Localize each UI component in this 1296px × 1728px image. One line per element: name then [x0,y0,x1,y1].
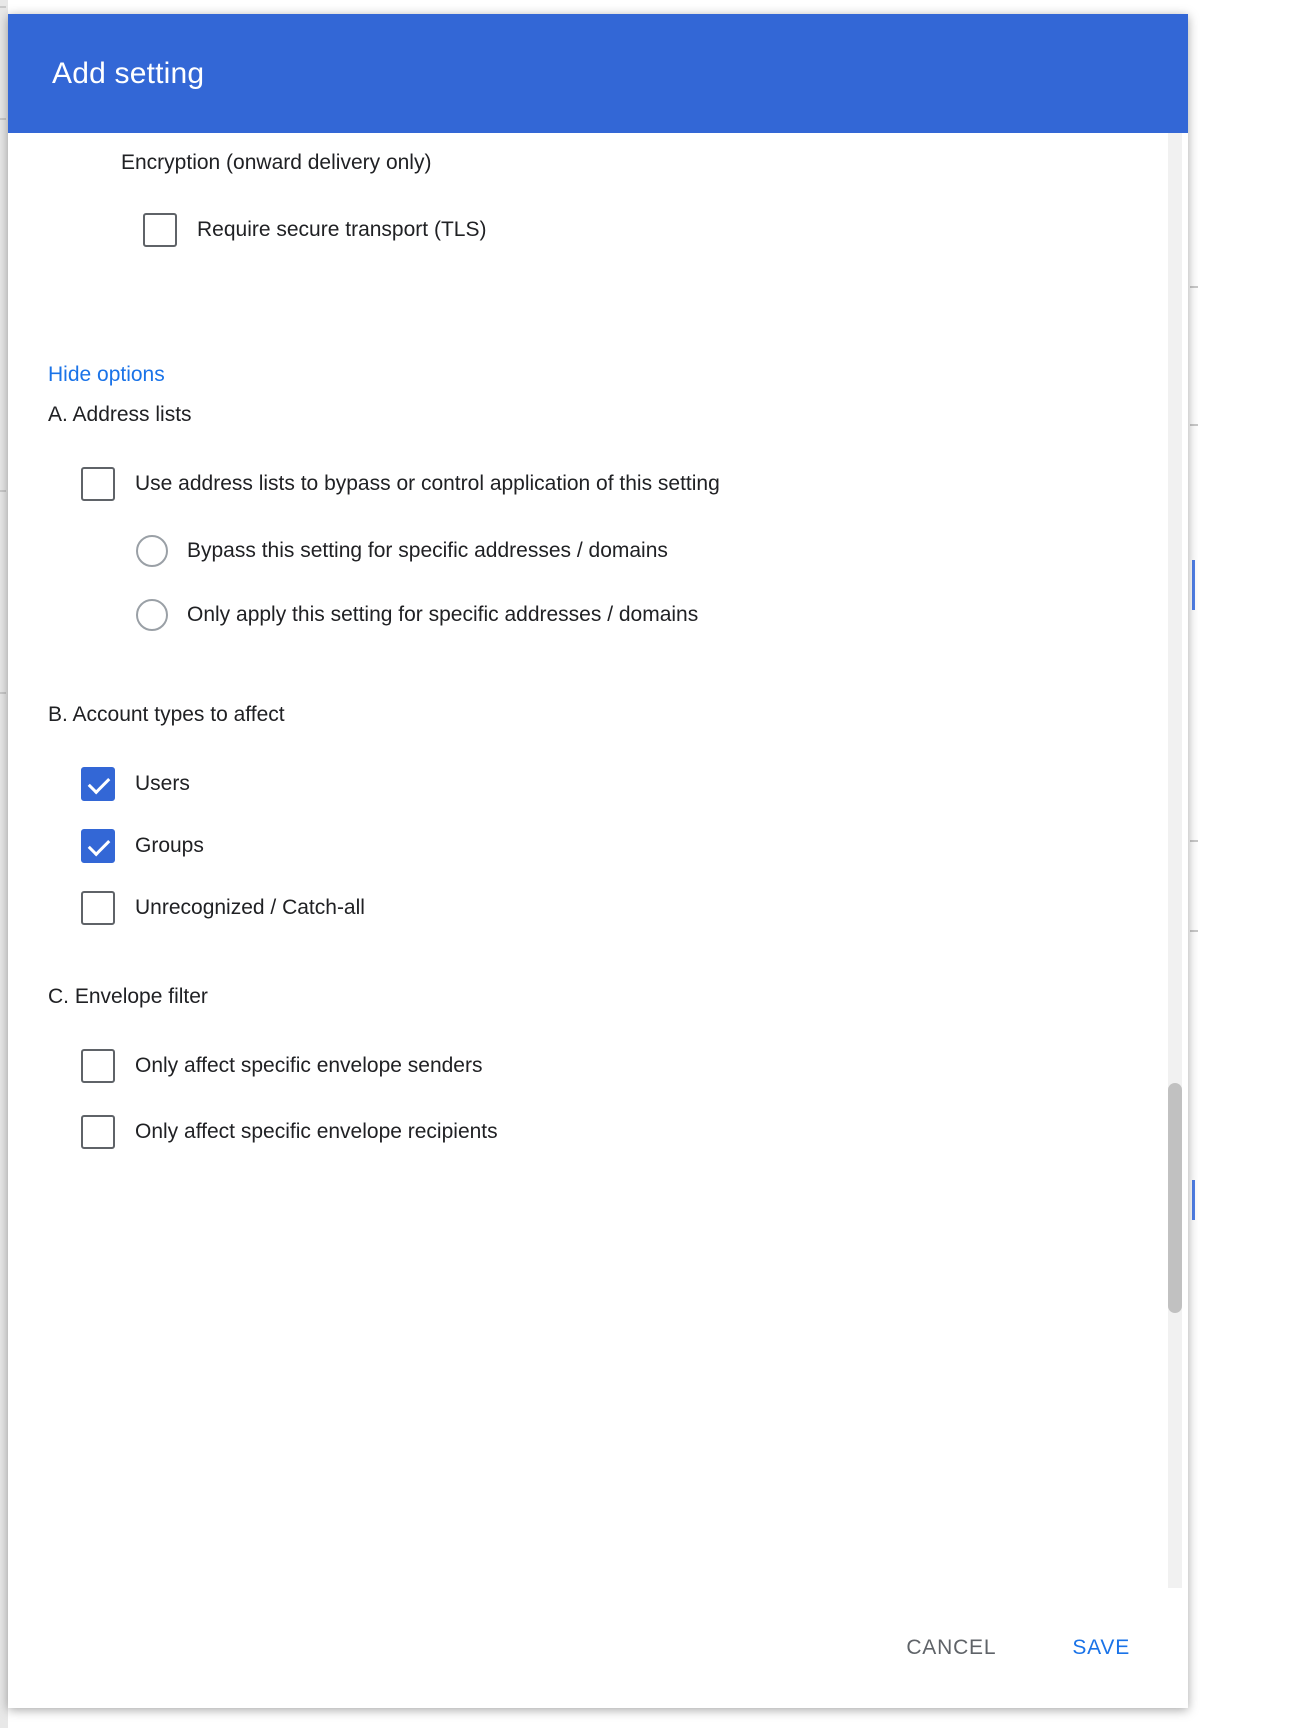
background-line [0,6,6,8]
envelope-senders-row[interactable] [81,1049,1148,1083]
cancel-button[interactable]: CANCEL [890,1624,1012,1672]
account-type-groups-checkbox[interactable] [81,829,115,863]
dialog-title: Add setting [52,56,205,90]
account-type-users-row[interactable] [81,767,1148,801]
use-address-lists-row[interactable] [81,467,1148,501]
encryption-section-label: Encryption (onward delivery only) [121,151,432,174]
section-a-heading: A. Address lists [48,403,192,426]
bypass-setting-radio-row[interactable] [136,535,1148,567]
bypass-setting-label: Bypass this setting for specific addresses / domains [187,539,668,562]
account-type-groups-label: Groups [135,834,204,857]
background-line [0,490,6,492]
background-line [0,692,6,694]
envelope-senders-checkbox[interactable] [81,1049,115,1083]
only-apply-setting-label: Only apply this setting for specific addresses / domains [187,603,699,626]
dialog-header [8,14,1188,133]
background-line [1190,286,1198,288]
account-type-catchall-label: Unrecognized / Catch-all [135,896,365,919]
account-type-users-label: Users [135,772,190,795]
scrollbar-track[interactable] [1168,133,1182,1588]
account-type-users-checkbox[interactable] [81,767,115,801]
background-line [0,118,6,120]
account-type-groups-row[interactable] [81,829,1148,863]
background-accent [1192,560,1195,610]
section-c-heading: C. Envelope filter [48,985,208,1008]
require-tls-label: Require secure transport (TLS) [197,218,487,241]
only-apply-setting-radio-row[interactable] [136,599,1148,631]
scrollbar-thumb[interactable] [1168,1083,1182,1313]
envelope-recipients-row[interactable] [81,1115,1148,1149]
background-line [1190,840,1198,842]
dialog-footer [8,1588,1188,1708]
envelope-recipients-label: Only affect specific envelope recipients [135,1120,498,1143]
use-address-lists-label: Use address lists to bypass or control application of this setting [135,472,720,495]
background-line [1190,930,1198,932]
envelope-senders-label: Only affect specific envelope senders [135,1054,483,1077]
background-line [1190,424,1198,426]
account-type-catchall-checkbox[interactable] [81,891,115,925]
require-tls-row[interactable] [143,213,1148,247]
account-type-catchall-row[interactable] [81,891,1148,925]
only-apply-setting-radio[interactable] [136,599,168,631]
bypass-setting-radio[interactable] [136,535,168,567]
background-accent [1192,1180,1195,1220]
use-address-lists-checkbox[interactable] [81,467,115,501]
section-b-heading: B. Account types to affect [48,703,285,726]
require-tls-checkbox[interactable] [143,213,177,247]
dialog-body[interactable] [8,133,1188,1588]
hide-options-link[interactable]: Hide options [48,363,165,386]
save-button[interactable]: SAVE [1056,1624,1146,1672]
add-setting-dialog [8,14,1188,1708]
envelope-recipients-checkbox[interactable] [81,1115,115,1149]
background-left-edge [0,0,8,1728]
